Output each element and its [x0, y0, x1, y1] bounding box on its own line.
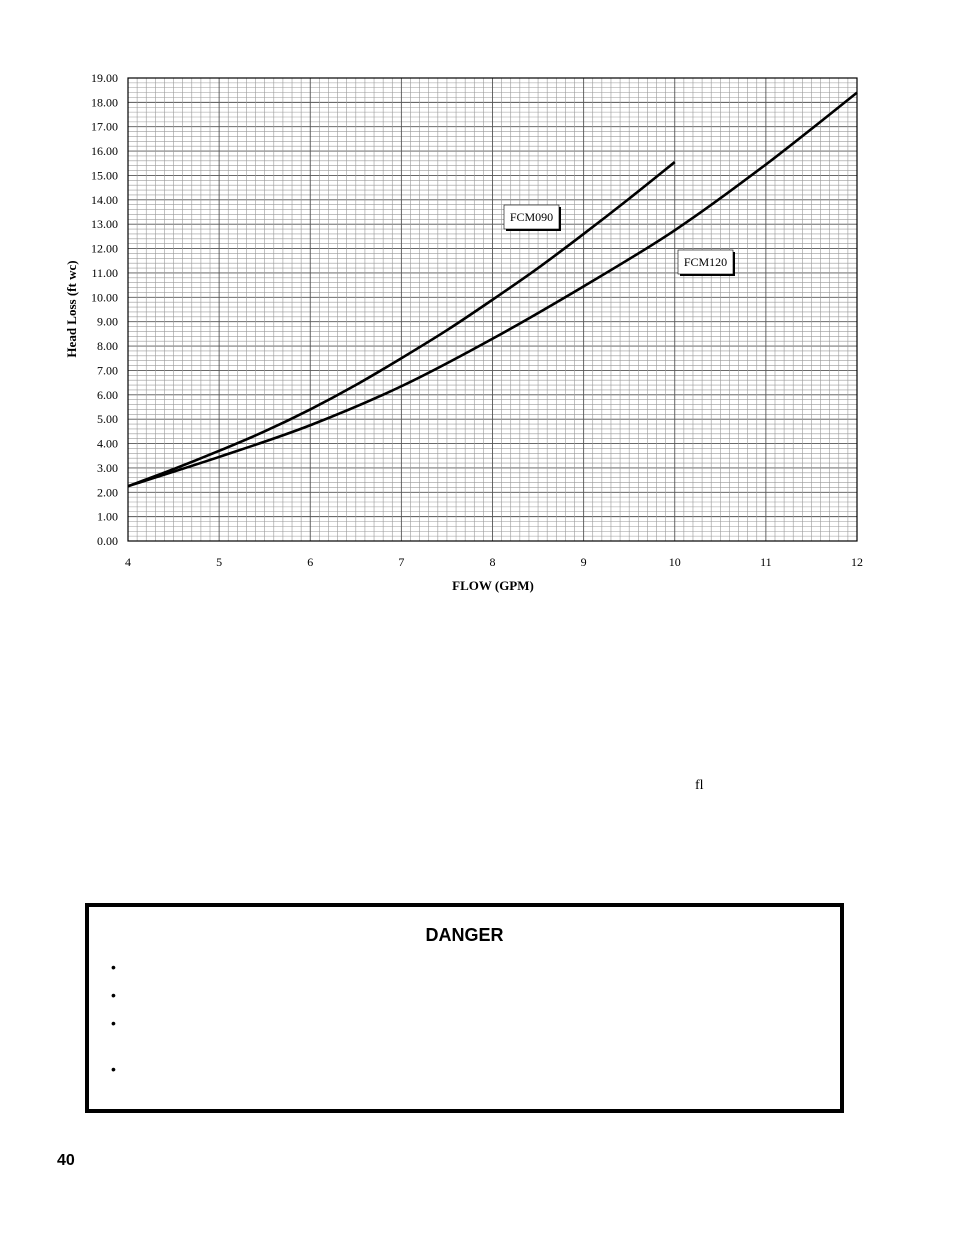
y-tick-label: 14.00	[91, 192, 118, 207]
label-text: FCM120	[683, 255, 728, 269]
x-tick-labels	[125, 555, 863, 569]
y-tick-label: 4.00	[97, 436, 118, 451]
x-tick-label: 4	[125, 555, 131, 569]
y-axis-label: Head Loss (ft wc)	[64, 260, 79, 358]
y-tick-label: 18.00	[91, 95, 118, 110]
y-tick-label: 15.00	[91, 168, 118, 183]
danger-bullet: •	[111, 987, 116, 1003]
danger-bullet: •	[111, 959, 116, 975]
x-tick-label: 10	[668, 555, 681, 569]
x-tick-label: 6	[307, 555, 314, 569]
y-tick-label: 17.00	[91, 119, 118, 134]
label-text: FCM090	[509, 210, 554, 224]
y-tick-label: 11.00	[91, 265, 118, 280]
series-label-fcm120	[678, 250, 735, 276]
y-tick-labels	[91, 71, 118, 548]
y-tick-label: 9.00	[97, 314, 118, 329]
y-tick-label: 13.00	[91, 217, 118, 232]
danger-box	[85, 903, 844, 1113]
series-label-fcm090	[504, 205, 561, 231]
x-tick-label: 7	[398, 555, 405, 569]
y-tick-label: 0.00	[97, 534, 118, 548]
x-tick-label: 9	[580, 555, 587, 569]
x-tick-label: 8	[489, 555, 496, 569]
chart-grid	[128, 78, 857, 541]
page-number: 40	[57, 1152, 75, 1169]
danger-bullet: •	[111, 1015, 116, 1031]
y-tick-label: 10.00	[91, 290, 118, 305]
danger-title: DANGER	[425, 925, 504, 945]
y-tick-label: 8.00	[97, 339, 118, 354]
stray-glyph: fl	[695, 778, 704, 793]
x-tick-label: 11	[760, 555, 772, 569]
y-tick-label: 16.00	[91, 144, 118, 159]
danger-bullet: •	[111, 1061, 116, 1077]
x-axis-label: FLOW (GPM)	[452, 578, 534, 593]
y-tick-label: 6.00	[97, 387, 118, 402]
x-tick-label: 5	[216, 555, 223, 569]
y-tick-label: 1.00	[97, 509, 118, 524]
y-tick-label: 19.00	[91, 71, 118, 85]
y-tick-label: 3.00	[97, 460, 118, 475]
head-loss-chart	[0, 0, 954, 610]
y-tick-label: 2.00	[97, 485, 118, 500]
y-tick-label: 12.00	[91, 241, 118, 256]
y-tick-label: 5.00	[97, 412, 118, 427]
y-tick-label: 7.00	[97, 363, 118, 378]
x-tick-label: 12	[851, 555, 863, 569]
